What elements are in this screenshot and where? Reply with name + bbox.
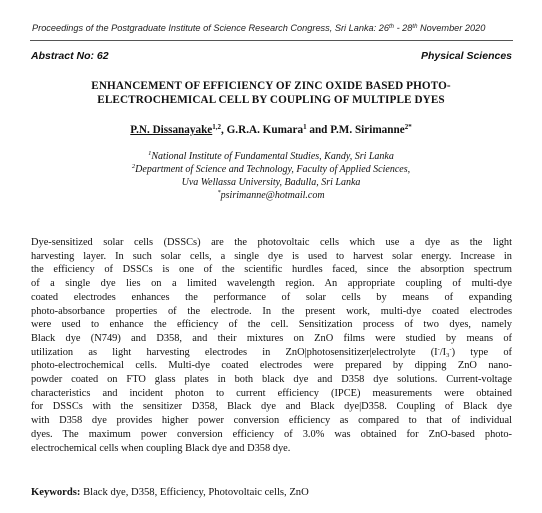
author-affiliation-mark: 2* (404, 123, 412, 131)
body-line: the efficiency of DSSCs is one of the scientific hurdles faced, since the absorption spectrum (31, 264, 512, 276)
body-line: for DSSCs with the sensitizer D358, Black dye and Black dye|D358. Coupling of Black dye (31, 401, 512, 413)
body-line: of a single dye lies on a limited wavelength region. An appropriate coupling of multi-dye (31, 278, 512, 290)
affiliation-1 (0, 150, 542, 163)
affiliations (0, 150, 542, 202)
author-affiliation-mark: 1 (303, 123, 307, 131)
body-line: coated electrodes enhances the performance of solar cells by means of expanding (31, 291, 512, 303)
body-line: Dye-sensitized solar cells (DSSCs) are the photovoltaic cells which use a dye as the light (31, 237, 512, 248)
body-line: with D358 dye provides higher power conversion efficiency as compared to that of individual (31, 415, 512, 427)
header-text: - 28 (394, 23, 413, 33)
title-line: ENHANCEMENT OF EFFICIENCY OF ZINC OXIDE BASED PHOTO- (91, 80, 451, 92)
body-text-run: /I (439, 346, 447, 358)
header-superscript: th (412, 24, 418, 30)
body-text-run: ) type of (451, 346, 512, 358)
superscript: - (437, 345, 440, 353)
abstract-body (31, 236, 512, 455)
affiliation-2 (0, 163, 542, 176)
header-text: November 2020 (417, 23, 486, 33)
body-line (31, 346, 512, 360)
keywords (31, 486, 309, 500)
body-line: Black dye (N749) and D358, and their mixtures on ZnO films were studied by means of (31, 332, 512, 344)
affiliation-text: National Institute of Fundamental Studies, Kandy, Sri Lanka (151, 151, 394, 162)
affiliation-mark: 1 (148, 150, 152, 157)
header-text: Proceedings of the Postgraduate Institute of Science Research Congress, Sri Lanka: 26 (32, 23, 389, 33)
body-line: photo-absorbance properties of the electrode. In the present work, multi-dye coated electrodes (31, 305, 512, 317)
keywords-label: Keywords: (31, 487, 81, 498)
affiliation-text: Department of Science and Technology, Faculty of Applied Sciences, (135, 164, 411, 175)
body-line: characteristics and incident photon to current efficiency (IPCE) measurements were obtained (31, 387, 512, 399)
affiliation-mark: 2 (131, 163, 136, 170)
author-affiliation-mark: 1,2 (212, 123, 222, 131)
affiliation-text: Uva Wellassa University, Badulla, Sri Lanka (181, 177, 361, 188)
corresponding-email (0, 189, 542, 202)
section-name: Physical Sciences (420, 50, 512, 62)
abstract-number: Abstract No: 62 (31, 50, 109, 62)
subscript: 3 (446, 351, 450, 359)
body-line: electrochemical cells when coupling Black dye and D358 dye. (31, 442, 291, 454)
header-superscript: th (389, 24, 395, 30)
keywords-text: Black dye, D358, Efficiency, Photovoltaic cells, ZnO (80, 487, 309, 498)
corresponding-mark: * (217, 189, 221, 196)
affiliation-2-cont (0, 176, 542, 189)
author-list (0, 123, 542, 137)
superscript: - (449, 345, 452, 353)
author-name: , G.R.A. Kumara (221, 124, 304, 136)
body-line: photo-electrochemical cells. Multi-dye coated electrodes were prepared by dipping ZnO nano- (31, 360, 512, 372)
body-line: powder coated on FTO glass plates in both black dye and D358 dye solutions. Current-voltage (31, 374, 512, 386)
body-line: were used to enhance the efficiency of the cell. Sensitization process of two dyes, namely (31, 319, 512, 331)
header-divider (30, 40, 513, 41)
author-name: and P.M. Sirimanne (306, 124, 405, 136)
email-text: psirimanne@hotmail.com (220, 190, 325, 201)
body-line: dyes. The maximum power conversion efficiency of 3.0% was obtained for ZnO-based photo- (31, 428, 512, 440)
body-line: harvesting layer. In such solar cells, a single dye is used to harvest solar energy. Increase in (31, 250, 512, 262)
presenting-author: P.N. Dissanayake (130, 124, 213, 136)
body-text-run: utilization as light harvesting electrodes in ZnO|photosensitizer|electrolyte (I (31, 346, 438, 358)
paper-title (40, 79, 502, 107)
proceedings-header (32, 22, 512, 34)
title-line: ELECTROCHEMICAL CELL BY COUPLING OF MULTIPLE DYES (97, 94, 445, 106)
